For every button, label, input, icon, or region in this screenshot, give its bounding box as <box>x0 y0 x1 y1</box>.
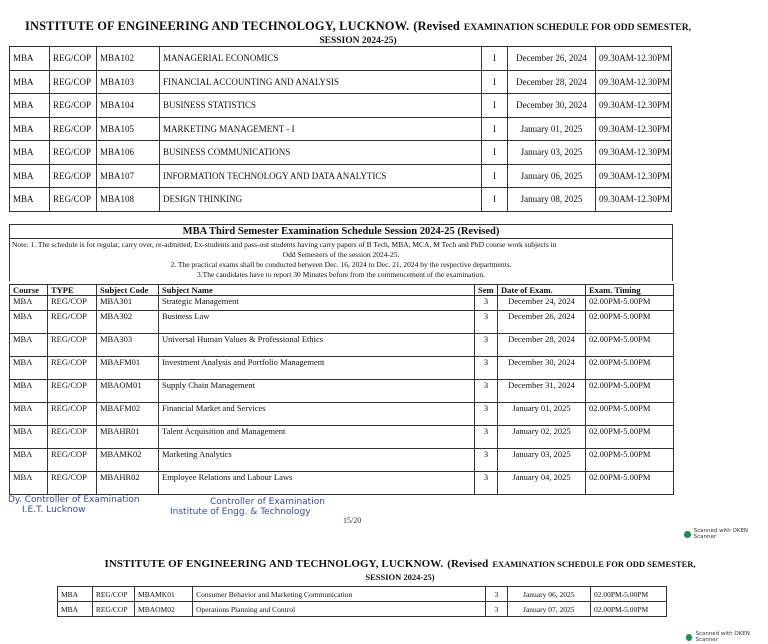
cell-timing: 09.30AM-12.30PM <box>596 47 672 71</box>
cell-code: MBA106 <box>97 141 160 165</box>
cell-type: REG/COP <box>50 141 97 165</box>
cell-name: Operations Planning and Control <box>193 602 486 617</box>
table-row <box>10 296 674 311</box>
header-subject-code: Subject Code <box>97 285 159 296</box>
header-timing: Exam. Timing <box>586 285 674 296</box>
page-header-2 <box>50 556 750 584</box>
cell-sem: I <box>482 70 508 94</box>
cell-code: MBA303 <box>97 334 159 357</box>
cell-code: MBAHR01 <box>97 426 159 449</box>
schedule-subtitle-2: EXAMINATION SCHEDULE FOR ODD SEMESTER, <box>492 559 696 569</box>
cell-sem: I <box>482 141 508 165</box>
cell-type: REG/COP <box>92 587 134 602</box>
table-row <box>10 357 674 380</box>
cell-course: MBA <box>10 334 48 357</box>
third-semester-section <box>9 224 673 281</box>
cell-timing: 02.00PM-5.00PM <box>586 296 674 311</box>
cell-date: December 26, 2024 <box>508 47 596 71</box>
cell-timing: 09.30AM-12.30PM <box>596 94 672 118</box>
schedule-subtitle: EXAMINATION SCHEDULE FOR ODD SEMESTER, <box>463 23 691 33</box>
cell-date: December 30, 2024 <box>508 94 596 118</box>
cell-timing: 02.00PM-5.00PM <box>586 380 674 403</box>
cell-course: MBA <box>10 94 50 118</box>
cell-sem: 3 <box>486 587 507 602</box>
cell-type: REG/COP <box>48 472 97 495</box>
cell-sem: I <box>482 47 508 71</box>
table-row <box>10 117 672 141</box>
cell-name: MARKETING MANAGEMENT - I <box>160 117 482 141</box>
cell-timing: 02.00PM-5.00PM <box>590 602 666 617</box>
cell-code: MBA301 <box>97 296 159 311</box>
cell-date: January 03, 2025 <box>508 141 596 165</box>
header-date: Date of Exam. <box>498 285 586 296</box>
cell-timing: 09.30AM-12.30PM <box>596 188 672 212</box>
cell-name: DESIGN THINKING <box>160 188 482 212</box>
cell-course: MBA <box>10 117 50 141</box>
cell-code: MBAMK02 <box>97 449 159 472</box>
cell-type: REG/COP <box>48 380 97 403</box>
header-subject-name: Subject Name <box>159 285 475 296</box>
page-header <box>8 19 708 48</box>
cell-course: MBA <box>10 47 50 71</box>
session-label: SESSION 2024-25) <box>319 36 397 46</box>
cell-date: December 26, 2024 <box>498 311 586 334</box>
cell-name: FINANCIAL ACCOUNTING AND ANALYSIS <box>160 70 482 94</box>
cell-timing: 09.30AM-12.30PM <box>596 70 672 94</box>
cell-course: MBA <box>10 164 50 188</box>
cell-type: REG/COP <box>50 70 97 94</box>
table-row <box>10 164 672 188</box>
cell-code: MBA102 <box>97 47 160 71</box>
cell-sem: 3 <box>475 357 498 380</box>
cell-code: MBA103 <box>97 70 160 94</box>
cell-date: January 06, 2025 <box>508 164 596 188</box>
cell-course: MBA <box>10 188 50 212</box>
cell-name: Business Law <box>159 311 475 334</box>
header-sem: Sem <box>475 285 498 296</box>
institute-title: INSTITUTE OF ENGINEERING AND TECHNOLOGY, LUCKNOW. <box>25 19 410 33</box>
table-row <box>10 334 674 357</box>
cell-date: December 28, 2024 <box>498 334 586 357</box>
third-semester-schedule-table <box>9 284 674 495</box>
table-row <box>10 141 672 165</box>
cell-timing: 02.00PM-5.00PM <box>590 587 666 602</box>
cell-type: REG/COP <box>48 334 97 357</box>
cell-course: MBA <box>10 141 50 165</box>
table-header-row <box>10 285 674 296</box>
cell-name: Strategic Management <box>159 296 475 311</box>
cell-type: REG/COP <box>48 403 97 426</box>
first-semester-schedule-table <box>9 46 672 212</box>
cell-name: Employee Relations and Labour Laws <box>159 472 475 495</box>
cell-timing: 02.00PM-5.00PM <box>586 426 674 449</box>
cell-sem: I <box>482 117 508 141</box>
table-row <box>10 94 672 118</box>
table-row <box>10 380 674 403</box>
cell-date: January 03, 2025 <box>498 449 586 472</box>
cell-sem: 3 <box>475 472 498 495</box>
cell-code: MBAFM02 <box>97 403 159 426</box>
cell-code: MBA107 <box>97 164 160 188</box>
dy-controller-signature: Dy. Controller of Examination I.E.T. Lucknow <box>8 495 140 515</box>
cell-course: MBA <box>10 380 48 403</box>
cell-sem: 3 <box>475 380 498 403</box>
cell-date: January 07, 2025 <box>507 602 590 617</box>
cell-course: MBA <box>10 311 48 334</box>
table-row <box>10 403 674 426</box>
table-row <box>10 311 674 334</box>
cell-sem: 3 <box>475 449 498 472</box>
cell-name: Investment Analysis and Portfolio Management <box>159 357 475 380</box>
cell-date: January 06, 2025 <box>507 587 590 602</box>
cell-timing: 02.00PM-5.00PM <box>586 311 674 334</box>
cell-name: Supply Chain Management <box>159 380 475 403</box>
cell-date: December 31, 2024 <box>498 380 586 403</box>
cell-course: MBA <box>10 296 48 311</box>
cell-name: MANAGERIAL ECONOMICS <box>160 47 482 71</box>
cell-timing: 02.00PM-5.00PM <box>586 334 674 357</box>
cell-date: December 30, 2024 <box>498 357 586 380</box>
cell-timing: 02.00PM-5.00PM <box>586 449 674 472</box>
notes-block <box>9 238 673 281</box>
cell-type: REG/COP <box>50 47 97 71</box>
cell-date: January 01, 2025 <box>508 117 596 141</box>
cell-code: MBAMK01 <box>135 587 193 602</box>
cell-name: INFORMATION TECHNOLOGY AND DATA ANALYTICS <box>160 164 482 188</box>
table-row <box>58 587 667 602</box>
cell-code: MBAOM01 <box>97 380 159 403</box>
revised-label-2: (Revised <box>447 558 489 570</box>
cell-date: January 04, 2025 <box>498 472 586 495</box>
cell-course: MBA <box>10 357 48 380</box>
controller-signature: Controller of Examination Institute of Engg. & Technology <box>170 497 325 517</box>
cell-course: MBA <box>58 587 93 602</box>
cell-timing: 09.30AM-12.30PM <box>596 117 672 141</box>
cell-date: January 02, 2025 <box>498 426 586 449</box>
cell-sem: 3 <box>486 602 507 617</box>
cell-timing: 09.30AM-12.30PM <box>596 141 672 165</box>
scanner-watermark-2: Scanned with OKEN Scanner <box>686 631 768 643</box>
cell-type: REG/COP <box>92 602 134 617</box>
table-row <box>10 449 674 472</box>
revised-label: (Revised <box>413 19 460 33</box>
cell-code: MBA302 <box>97 311 159 334</box>
cell-sem: I <box>482 188 508 212</box>
cell-code: MBAHR02 <box>97 472 159 495</box>
cell-timing: 02.00PM-5.00PM <box>586 357 674 380</box>
cell-type: REG/COP <box>50 94 97 118</box>
table-row <box>58 602 667 617</box>
note-2: 2. The practical exams shall be conducted between Dec. 16, 2024 to Dec. 21, 2024 by the respective departments. <box>170 260 512 269</box>
cell-sem: 3 <box>475 403 498 426</box>
cell-course: MBA <box>10 449 48 472</box>
cell-name: BUSINESS STATISTICS <box>160 94 482 118</box>
institute-title-2: INSTITUTE OF ENGINEERING AND TECHNOLOGY, LUCKNOW. <box>104 558 444 570</box>
cell-name: Consumer Behavior and Marketing Communication <box>193 587 486 602</box>
cell-sem: I <box>482 94 508 118</box>
table-row <box>10 70 672 94</box>
cell-date: January 08, 2025 <box>508 188 596 212</box>
table-row <box>10 188 672 212</box>
cell-code: MBA105 <box>97 117 160 141</box>
section-title: MBA Third Semester Examination Schedule Session 2024-25 (Revised) <box>9 224 673 238</box>
scanner-logo-icon <box>686 634 692 641</box>
note-1: Note: 1. The schedule is for regular, carry over, re-admitted, Ex-students and pass-out students having carry papers of B Tech, MBA, MCA, M Tech and PhD course work subjects in <box>12 240 557 249</box>
cell-sem: 3 <box>475 334 498 357</box>
cell-date: January 01, 2025 <box>498 403 586 426</box>
cell-course: MBA <box>10 403 48 426</box>
cell-type: REG/COP <box>50 164 97 188</box>
page-number: 15/20 <box>343 516 362 525</box>
cell-type: REG/COP <box>50 188 97 212</box>
cell-course: MBA <box>10 426 48 449</box>
cell-type: REG/COP <box>48 357 97 380</box>
cell-timing: 09.30AM-12.30PM <box>596 164 672 188</box>
cell-code: MBAOM02 <box>135 602 193 617</box>
cell-name: Universal Human Values & Professional Ethics <box>159 334 475 357</box>
cell-type: REG/COP <box>48 449 97 472</box>
cell-sem: 3 <box>475 296 498 311</box>
cell-type: REG/COP <box>48 296 97 311</box>
cell-code: MBAFM01 <box>97 357 159 380</box>
cell-code: MBA104 <box>97 94 160 118</box>
table-row <box>10 426 674 449</box>
header-course: Course <box>10 285 48 296</box>
cell-type: REG/COP <box>48 426 97 449</box>
cell-type: REG/COP <box>50 117 97 141</box>
cell-name: Marketing Analytics <box>159 449 475 472</box>
scanner-watermark: Scanned with OKEN Scanner <box>684 528 768 540</box>
continued-schedule-table <box>57 586 667 617</box>
cell-sem: I <box>482 164 508 188</box>
cell-date: December 24, 2024 <box>498 296 586 311</box>
scanner-logo-icon <box>684 531 691 538</box>
header-type: TYPE <box>48 285 97 296</box>
session-label-2: SESSION 2024-25) <box>365 572 435 582</box>
cell-course: MBA <box>58 602 93 617</box>
cell-sem: 3 <box>475 311 498 334</box>
cell-code: MBA108 <box>97 188 160 212</box>
note-3: 3.The candidates have to report 30 Minutes before from the commencement of the examination. <box>196 270 486 279</box>
cell-date: December 28, 2024 <box>508 70 596 94</box>
note-1-continued: Odd Semesters of the session 2024-25. <box>282 250 400 259</box>
cell-name: Talent Acquisition and Management <box>159 426 475 449</box>
table-row <box>10 47 672 71</box>
cell-timing: 02.00PM-5.00PM <box>586 472 674 495</box>
table-row <box>10 472 674 495</box>
cell-timing: 02.00PM-5.00PM <box>586 403 674 426</box>
cell-course: MBA <box>10 70 50 94</box>
cell-name: BUSINESS COMMUNICATIONS <box>160 141 482 165</box>
cell-course: MBA <box>10 472 48 495</box>
cell-name: Financial Market and Services <box>159 403 475 426</box>
cell-type: REG/COP <box>48 311 97 334</box>
cell-sem: 3 <box>475 426 498 449</box>
